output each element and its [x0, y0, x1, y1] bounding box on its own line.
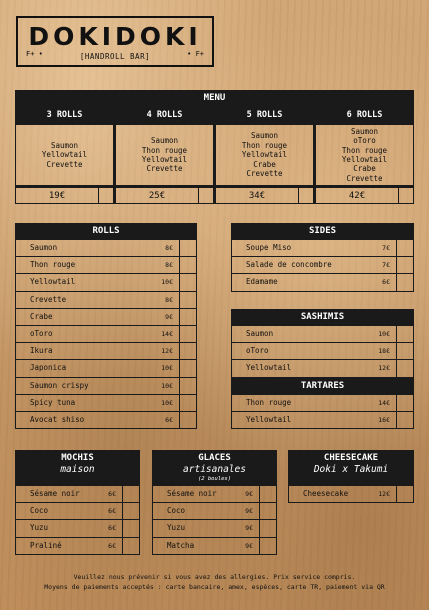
menu-item-row	[15, 395, 197, 412]
item-price: 6€	[108, 541, 116, 550]
item-name: Salade de concombre	[246, 260, 332, 270]
item-name: Saumon	[30, 243, 58, 252]
item-name: Thon rouge	[246, 398, 292, 407]
menu-formulas	[15, 90, 414, 204]
order-checkbox[interactable]	[179, 412, 196, 428]
item-name: Avocat shiso	[30, 414, 85, 424]
formula-name: 6 ROLLS	[315, 106, 414, 124]
formula-item: Saumon	[350, 126, 379, 136]
cheesecake-title: CHEESECAKE	[323, 453, 379, 463]
order-checkbox[interactable]	[396, 360, 413, 376]
tartares-section	[231, 378, 414, 429]
order-checkbox[interactable]	[122, 486, 139, 502]
item-price: 6€	[382, 278, 390, 287]
order-checkbox[interactable]	[396, 257, 413, 273]
item-name: oToro	[246, 346, 269, 356]
logo-name: DOKIDOKI	[28, 22, 202, 51]
order-checkbox[interactable]	[259, 538, 276, 554]
formula-price: 42€	[315, 187, 398, 204]
item-price: 8€	[165, 295, 173, 304]
sashimis-list	[231, 326, 414, 378]
item-name: Japonica	[30, 363, 67, 373]
item-name: Saumon	[246, 329, 274, 338]
formula-item: Crevette	[346, 173, 383, 183]
item-name: Thon rouge	[30, 260, 76, 270]
cheesecake-list	[288, 486, 414, 503]
item-price: 6€	[165, 415, 173, 424]
item-name: Sésame noir	[167, 489, 217, 498]
item-name: Saumon crispy	[30, 380, 89, 390]
formula-items	[115, 124, 214, 186]
formula-item: Yellowtail	[41, 150, 88, 160]
item-price: 16€	[378, 416, 390, 425]
item-name: Spicy tuna	[30, 397, 76, 407]
item-name: Ikura	[30, 346, 53, 356]
formula-name: 3 ROLLS	[15, 106, 114, 124]
menu-title: MENU	[15, 90, 414, 106]
item-price: 9€	[245, 507, 253, 516]
menu-item-row	[288, 486, 414, 503]
order-checkbox[interactable]	[298, 187, 314, 204]
item-name: Yuzu	[30, 523, 49, 533]
item-price: 10€	[161, 398, 173, 407]
formula-item: Crevette	[46, 159, 83, 169]
item-name: Coco	[167, 506, 186, 516]
rolls-section	[15, 223, 197, 429]
formula-name: 5 ROLLS	[215, 106, 314, 124]
menu-item-row	[15, 274, 197, 291]
formula-item: Crabe	[353, 164, 376, 174]
item-name: Praliné	[30, 540, 62, 550]
order-checkbox[interactable]	[179, 378, 196, 394]
item-price: 6€	[108, 524, 116, 533]
order-checkbox[interactable]	[179, 343, 196, 359]
item-name: Edamame	[246, 277, 278, 287]
menu-item-row	[15, 343, 197, 360]
item-price: 9€	[165, 312, 173, 321]
sashimis-title: SASHIMIS	[231, 309, 414, 326]
order-checkbox[interactable]	[98, 187, 114, 204]
logo-subtitle: [HANDROLL BAR]	[79, 52, 151, 61]
rolls-title: ROLLS	[15, 223, 197, 240]
order-checkbox[interactable]	[179, 326, 196, 342]
item-price: 7€	[382, 261, 390, 270]
formula-item: Yellowtail	[341, 155, 388, 164]
footer	[0, 572, 429, 592]
glaces-subtitle: artisanales	[183, 464, 246, 475]
item-price: 6€	[108, 490, 116, 498]
formula-item: Thon rouge	[241, 140, 288, 150]
order-checkbox[interactable]	[122, 503, 139, 519]
logo	[16, 16, 214, 67]
item-price: 9€	[245, 524, 253, 533]
item-price: 12€	[378, 490, 390, 498]
tartares-list	[231, 395, 414, 429]
mochis-header	[15, 450, 140, 486]
menu-item-row	[231, 412, 414, 429]
item-price: 14€	[161, 329, 173, 338]
order-checkbox[interactable]	[259, 503, 276, 519]
cheesecake-header	[288, 450, 414, 486]
allergy-notice: Veuillez nous prévenir si vous avez des allergies. Prix service compris.	[73, 573, 356, 581]
menu-item-row	[152, 486, 277, 503]
formula-column	[114, 106, 214, 204]
item-price: 8€	[165, 261, 173, 270]
order-checkbox[interactable]	[396, 274, 413, 290]
order-checkbox[interactable]	[179, 395, 196, 411]
item-name: Cheesecake	[303, 489, 349, 498]
order-checkbox[interactable]	[398, 187, 414, 204]
order-checkbox[interactable]	[122, 520, 139, 536]
item-price: 10€	[161, 381, 173, 390]
sashimis-section	[231, 309, 414, 378]
rolls-list	[15, 240, 197, 429]
menu-item-row	[15, 240, 197, 257]
menu-item-row	[15, 292, 197, 309]
formula-items	[15, 124, 114, 186]
menu-item-row	[15, 326, 197, 343]
glaces-title: GLACES	[198, 453, 231, 463]
mochis-subtitle: maison	[60, 464, 95, 475]
tartares-title: TARTARES	[231, 378, 414, 395]
formula-item: oToro	[353, 136, 376, 146]
fish-icon: F+ •	[26, 50, 43, 58]
cheesecake-section	[288, 450, 414, 503]
formula-items	[315, 124, 414, 186]
order-checkbox[interactable]	[259, 486, 276, 502]
menu-item-row	[15, 378, 197, 395]
order-checkbox[interactable]	[396, 240, 413, 256]
item-name: Yellowtail	[246, 415, 292, 425]
menu-item-row	[15, 412, 197, 429]
formula-item: Crabe	[253, 159, 276, 169]
formula-item: Thon rouge	[141, 145, 188, 155]
order-checkbox[interactable]	[179, 240, 196, 256]
order-checkbox[interactable]	[396, 486, 413, 502]
menu-item-row	[15, 309, 197, 326]
formula-price-row	[115, 186, 214, 204]
formula-column	[15, 106, 114, 204]
formula-item: Yellowtail	[141, 155, 188, 164]
item-name: Yuzu	[167, 523, 186, 533]
item-name: Matcha	[167, 540, 195, 550]
menu-item-row	[231, 326, 414, 343]
payment-methods: Moyens de paiements acceptés : carte bancaire, amex, espèces, carte TR, paiement via QR	[44, 583, 385, 591]
menu-item-row	[15, 257, 197, 274]
formula-price: 34€	[215, 187, 298, 204]
mochis-list	[15, 486, 140, 555]
item-name: Soupe Miso	[246, 243, 292, 252]
item-price: 9€	[245, 490, 253, 498]
menu-item-row	[152, 538, 277, 555]
order-checkbox[interactable]	[396, 326, 413, 342]
order-checkbox[interactable]	[122, 538, 139, 554]
cheesecake-subtitle: Doki x Takumi	[313, 464, 389, 475]
glaces-note: (2 boules)	[197, 476, 232, 482]
order-checkbox[interactable]	[259, 520, 276, 536]
menu-item-row	[152, 503, 277, 520]
menu-item-row	[231, 343, 414, 360]
glaces-header	[152, 450, 277, 486]
formula-name: 4 ROLLS	[115, 106, 214, 124]
item-name: Yellowtail	[246, 363, 292, 373]
menu-item-row	[231, 257, 414, 274]
formula-price: 19€	[15, 187, 98, 204]
formula-price-row	[15, 186, 114, 204]
menu-item-row	[15, 503, 140, 520]
item-price: 9€	[245, 541, 253, 550]
item-name: Coco	[30, 506, 49, 516]
item-name: Crevette	[30, 294, 67, 304]
order-checkbox[interactable]	[396, 395, 413, 411]
menu-item-row	[15, 360, 197, 377]
item-name: Yellowtail	[30, 277, 76, 287]
sides-list	[231, 240, 414, 292]
item-price: 10€	[161, 278, 173, 287]
item-price: 14€	[378, 399, 390, 407]
menu-item-row	[231, 360, 414, 377]
mochis-section	[15, 450, 140, 555]
item-name: Sésame noir	[30, 489, 80, 498]
formula-price-row	[215, 186, 314, 204]
formula-column	[314, 106, 414, 204]
menu-item-row	[15, 520, 140, 537]
order-checkbox[interactable]	[396, 412, 413, 428]
formula-column	[214, 106, 314, 204]
order-checkbox[interactable]	[179, 309, 196, 325]
order-checkbox[interactable]	[179, 360, 196, 376]
item-price: 18€	[378, 347, 390, 356]
sides-title: SIDES	[231, 223, 414, 240]
glaces-section	[152, 450, 277, 555]
sides-section	[231, 223, 414, 292]
menu-columns	[15, 106, 414, 204]
fish-icon: • F+	[187, 50, 204, 58]
formula-item: Yellowtail	[241, 150, 288, 160]
order-checkbox[interactable]	[179, 274, 196, 290]
order-checkbox[interactable]	[198, 187, 214, 204]
menu-item-row	[231, 395, 414, 412]
formula-item: Crevette	[246, 169, 283, 179]
item-price: 8€	[165, 244, 173, 252]
item-name: oToro	[30, 328, 53, 338]
formula-items	[215, 124, 314, 186]
formula-price-row	[315, 186, 414, 204]
item-price: 6€	[108, 507, 116, 516]
item-price: 12€	[378, 364, 390, 373]
item-name: Crabe	[30, 311, 53, 321]
order-checkbox[interactable]	[179, 257, 196, 273]
formula-item: Thon rouge	[341, 145, 388, 155]
item-price: 10€	[378, 330, 390, 338]
menu-item-row	[231, 240, 414, 257]
formula-item: Saumon	[50, 140, 79, 150]
order-checkbox[interactable]	[396, 343, 413, 359]
item-price: 7€	[382, 244, 390, 252]
formula-item: Crevette	[146, 164, 183, 174]
formula-price: 25€	[115, 187, 198, 204]
menu-item-row	[15, 538, 140, 555]
menu-item-row	[231, 274, 414, 291]
menu-item-row	[15, 486, 140, 503]
glaces-list	[152, 486, 277, 555]
mochis-title: MOCHIS	[61, 453, 94, 463]
item-price: 12€	[161, 347, 173, 356]
menu-item-row	[152, 520, 277, 537]
item-price: 10€	[161, 364, 173, 373]
formula-item: Saumon	[250, 131, 279, 141]
formula-item: Saumon	[150, 136, 179, 146]
order-checkbox[interactable]	[179, 292, 196, 308]
